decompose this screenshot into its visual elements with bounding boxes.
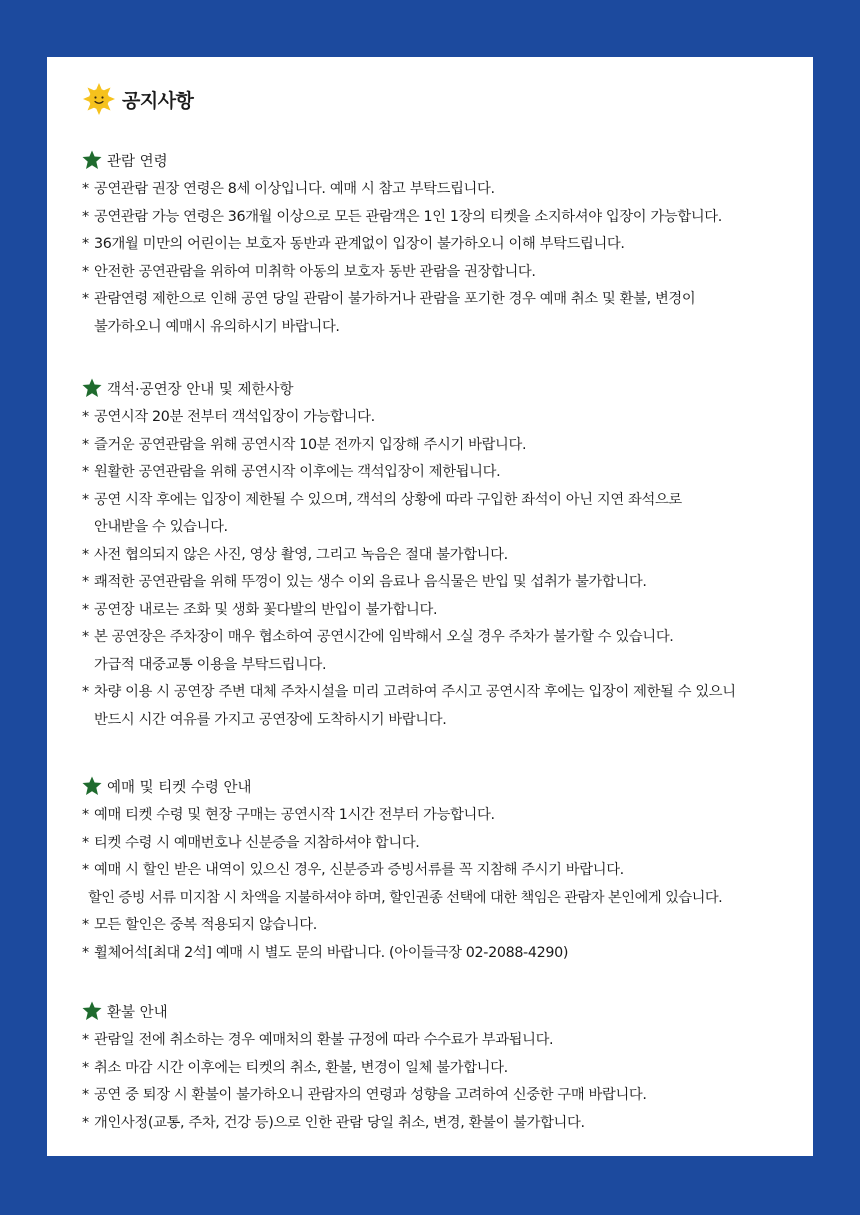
bullet-mark: * xyxy=(82,1114,89,1131)
list-item xyxy=(82,542,802,570)
item-text: 쾌적한 공연관람을 위해 뚜껑이 있는 생수 이외 음료나 음식물은 반입 및 섭취가 불가합니다. xyxy=(94,574,647,590)
list-item xyxy=(82,802,802,830)
list-item xyxy=(82,231,802,259)
item-text: 공연관람 권장 연령은 8세 이상입니다. 예매 시 참고 부탁드립니다. xyxy=(94,181,495,197)
bullet-mark: * xyxy=(82,491,89,508)
bullet-mark: * xyxy=(82,464,89,480)
list-item xyxy=(82,597,802,625)
page-title: 공지사항 xyxy=(122,89,194,112)
bullet-mark: * xyxy=(82,1032,89,1048)
bullet-mark: * xyxy=(82,574,89,590)
section-title-label: 환불 안내 xyxy=(107,1004,168,1021)
item-text: 취소 마감 시간 이후에는 티켓의 취소, 환불, 변경이 일체 불가합니다. xyxy=(94,1059,508,1076)
item-text: 안전한 공연관람을 위하여 미취학 아동의 보호자 동반 관람을 권장합니다. xyxy=(94,263,536,280)
list-item xyxy=(82,569,802,597)
list-item xyxy=(82,1082,802,1110)
item-text: 공연장 내로는 조화 및 생화 꽃다발의 반입이 불가합니다. xyxy=(94,601,438,618)
section-viewing-age xyxy=(82,147,802,341)
bullet-mark: * xyxy=(82,629,89,645)
bullet-mark: * xyxy=(82,263,89,280)
bullet-mark: * xyxy=(82,834,89,851)
bullet-mark: * xyxy=(82,208,89,225)
item-text: 모든 할인은 중복 적용되지 않습니다. xyxy=(94,917,317,933)
list-item xyxy=(82,432,802,460)
item-text: 휠체어석[최대 2석] 예매 시 별도 문의 바랍니다. (아이들극장 02-2088-4290) xyxy=(94,944,569,961)
bullet-mark: * xyxy=(82,684,89,700)
list-item xyxy=(82,857,802,885)
list-item xyxy=(82,1027,802,1055)
bullet-mark: * xyxy=(82,944,89,961)
bullet-mark: * xyxy=(82,436,89,453)
section-booking-tickets xyxy=(82,773,802,967)
section-seating-venue xyxy=(82,375,802,734)
section-refund xyxy=(82,998,802,1137)
item-text: 관람일 전에 취소하는 경우 예매처의 환불 규정에 따라 수수료가 부과됩니다. xyxy=(94,1032,554,1048)
item-text: 예매 티켓 수령 및 현장 구매는 공연시작 1시간 전부터 가능합니다. xyxy=(94,807,495,823)
bullet-mark: * xyxy=(82,601,89,618)
list-item xyxy=(82,1055,802,1083)
section-title xyxy=(82,998,802,1024)
leaf-icon xyxy=(82,776,102,796)
section-title-label: 예매 및 티켓 수령 안내 xyxy=(107,779,252,796)
notice-panel xyxy=(47,57,813,1156)
list-item xyxy=(82,176,802,204)
list-item xyxy=(82,624,802,652)
item-continuation: 불가하오니 예매시 유의하시기 바랍니다. xyxy=(94,318,340,335)
leaf-icon xyxy=(82,378,102,398)
item-text: 사전 협의되지 않은 사진, 영상 촬영, 그리고 녹음은 절대 불가합니다. xyxy=(94,546,508,563)
section-title xyxy=(82,147,802,173)
item-text: 즐거운 공연관람을 위해 공연시작 10분 전까지 입장해 주시기 바랍니다. xyxy=(94,436,527,453)
list-item xyxy=(82,286,802,314)
item-text: 개인사정(교통, 주차, 건강 등)으로 인한 관람 당일 취소, 변경, 환불이 불가합니다. xyxy=(94,1114,585,1131)
item-text: 공연관람 가능 연령은 36개월 이상으로 모든 관람객은 1인 1장의 티켓을 소지하셔야 입장이 가능합니다. xyxy=(94,208,722,225)
item-text: 원활한 공연관람을 위해 공연시작 이후에는 객석입장이 제한됩니다. xyxy=(94,464,501,480)
list-item xyxy=(82,1110,802,1138)
list-item xyxy=(82,940,802,968)
item-continuation: 가급적 대중교통 이용을 부탁드립니다. xyxy=(94,656,327,673)
list-item xyxy=(82,679,802,707)
bullet-mark: * xyxy=(82,291,89,307)
item-text: 티켓 수령 시 예매번호나 신분증을 지참하셔야 합니다. xyxy=(94,834,420,851)
bullet-mark: * xyxy=(82,917,89,933)
bullet-mark: * xyxy=(82,807,89,823)
item-continuation: 할인 증빙 서류 미지참 시 차액을 지불하셔야 하며, 할인권종 선택에 대한 책임은 관람자 본인에게 있습니다. xyxy=(88,889,723,906)
bullet-mark: * xyxy=(82,409,89,425)
bullet-mark: * xyxy=(82,236,89,252)
notice-header xyxy=(82,79,193,119)
item-text: 본 공연장은 주차장이 매우 협소하여 공연시간에 임박해서 오실 경우 주차가 불가할 수 있습니다. xyxy=(94,629,674,645)
item-text: 관람연령 제한으로 인해 공연 당일 관람이 불가하거나 관람을 포기한 경우 예매 취소 및 환불, 변경이 xyxy=(94,291,696,307)
item-text: 공연시작 20분 전부터 객석입장이 가능합니다. xyxy=(94,409,375,425)
list-item xyxy=(82,259,802,287)
item-continuation: 안내받을 수 있습니다. xyxy=(94,519,228,535)
section-title-label: 객석·공연장 안내 및 제한사항 xyxy=(107,381,294,398)
item-text: 공연 중 퇴장 시 환불이 불가하오니 관람자의 연령과 성향을 고려하여 신중한 구매 바랍니다. xyxy=(94,1087,647,1103)
section-title xyxy=(82,773,802,799)
item-text: 36개월 미만의 어린이는 보호자 동반과 관계없이 입장이 불가하오니 이해 부탁드립니다. xyxy=(94,236,625,252)
bullet-mark: * xyxy=(82,546,89,563)
sun-icon xyxy=(82,82,116,116)
leaf-icon xyxy=(82,150,102,170)
list-item xyxy=(82,912,802,940)
bullet-mark: * xyxy=(82,181,89,197)
bullet-mark: * xyxy=(82,1059,89,1076)
list-item xyxy=(82,459,802,487)
list-item xyxy=(82,404,802,432)
bullet-mark: * xyxy=(82,862,89,878)
item-text: 예매 시 할인 받은 내역이 있으신 경우, 신분증과 증빙서류를 꼭 지참해 주시기 바랍니다. xyxy=(94,862,624,878)
section-title xyxy=(82,375,802,401)
item-text: 공연 시작 후에는 입장이 제한될 수 있으며, 객석의 상황에 따라 구입한 좌석이 아닌 지연 좌석으로 xyxy=(94,491,682,508)
list-item xyxy=(82,487,802,515)
item-text: 차량 이용 시 공연장 주변 대체 주차시설을 미리 고려하여 주시고 공연시작 후에는 입장이 제한될 수 있으니 xyxy=(94,684,736,700)
bullet-mark: * xyxy=(82,1087,89,1103)
list-item xyxy=(82,830,802,858)
leaf-icon xyxy=(82,1001,102,1021)
section-title-label: 관람 연령 xyxy=(107,153,168,170)
item-continuation: 반드시 시간 여유를 가지고 공연장에 도착하시기 바랍니다. xyxy=(94,711,447,728)
list-item xyxy=(82,204,802,232)
